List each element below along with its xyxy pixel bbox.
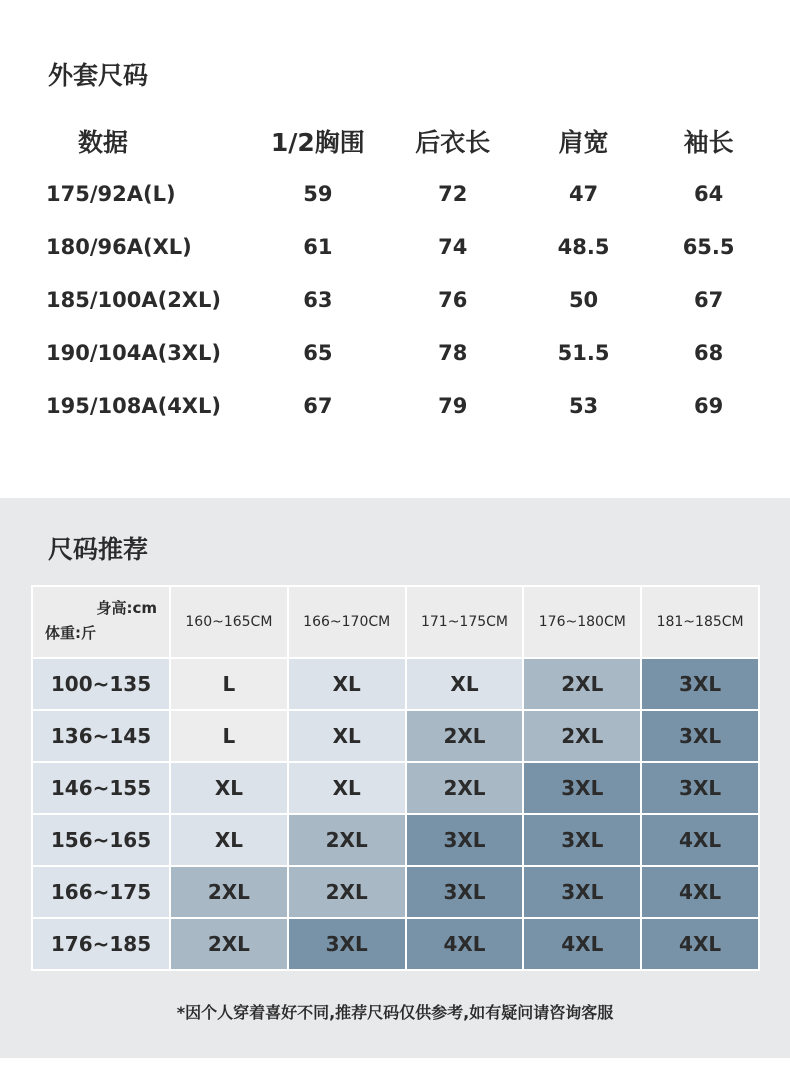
- recommended-size: 3XL: [406, 866, 524, 918]
- header-data: 数据: [78, 128, 129, 157]
- recommend-header-row: [32, 586, 759, 658]
- measurement-value: 63: [303, 287, 333, 312]
- measurement-value: 51.5: [557, 340, 610, 365]
- recommend-row: [32, 866, 759, 918]
- disclaimer-note: *因个人穿着喜好不同,推荐尺码仅供参考,如有疑问请咨询客服: [176, 1003, 614, 1022]
- measurement-value: 69: [693, 393, 724, 418]
- recommended-size: 2XL: [406, 762, 524, 814]
- size-chart-row: [40, 273, 770, 326]
- measurement-value: 76: [438, 287, 468, 312]
- height-header: 166~170CM: [288, 586, 406, 658]
- recommended-size: 4XL: [641, 866, 759, 918]
- measurement-value: 67: [303, 393, 333, 418]
- measurement-value: 72: [438, 181, 468, 206]
- recommended-size: 4XL: [523, 918, 641, 970]
- measurement-value: 74: [438, 234, 468, 259]
- recommended-size: 3XL: [288, 918, 406, 970]
- header-sleeve: 袖长: [683, 128, 734, 157]
- height-header: 176~180CM: [523, 586, 641, 658]
- recommended-size: 3XL: [523, 762, 641, 814]
- measurement-value: 48.5: [557, 234, 610, 259]
- recommended-size: 2XL: [288, 814, 406, 866]
- size-chart-row: [40, 379, 770, 432]
- size-chart-title: 外套尺码: [48, 61, 149, 90]
- recommend-row: [32, 710, 759, 762]
- measurement-value: 61: [303, 234, 333, 259]
- measurement-value: 59: [303, 181, 333, 206]
- measurement-value: 53: [568, 393, 599, 418]
- recommend-row: [32, 658, 759, 710]
- measurement-value: 65: [303, 340, 333, 365]
- recommended-size: XL: [288, 658, 406, 710]
- size-label: 175/92A(L): [46, 181, 176, 206]
- measurement-value: 64: [693, 181, 724, 206]
- recommended-size: 3XL: [641, 658, 759, 710]
- measurement-value: 50: [568, 287, 599, 312]
- weight-range: 156~165: [32, 814, 170, 866]
- size-chart-row: [40, 326, 770, 379]
- recommend-row: [32, 814, 759, 866]
- recommend-row: [32, 918, 759, 970]
- recommended-size: 3XL: [641, 762, 759, 814]
- size-chart-header-row: [40, 115, 770, 167]
- size-chart-table: [40, 115, 770, 432]
- recommended-size: XL: [170, 814, 288, 866]
- recommend-row: [32, 762, 759, 814]
- recommended-size: L: [170, 658, 288, 710]
- recommended-size: 3XL: [406, 814, 524, 866]
- header-chest: 1/2胸围: [270, 128, 365, 157]
- recommended-size: L: [170, 710, 288, 762]
- measurement-value: 68: [693, 340, 724, 365]
- measurement-value: 79: [438, 393, 468, 418]
- weight-range: 136~145: [32, 710, 170, 762]
- recommended-size: XL: [288, 762, 406, 814]
- recommend-title: 尺码推荐: [48, 535, 149, 564]
- recommended-size: 3XL: [523, 814, 641, 866]
- header-back-length: 后衣长: [415, 128, 491, 157]
- measurement-value: 67: [693, 287, 724, 312]
- size-label: 190/104A(3XL): [46, 340, 221, 365]
- recommended-size: XL: [170, 762, 288, 814]
- recommended-size: 2XL: [523, 710, 641, 762]
- recommended-size: 3XL: [641, 710, 759, 762]
- recommended-size: 2XL: [170, 918, 288, 970]
- recommended-size: 2XL: [406, 710, 524, 762]
- measurement-value: 47: [568, 181, 599, 206]
- weight-range: 146~155: [32, 762, 170, 814]
- recommended-size: 2XL: [523, 658, 641, 710]
- size-chart-row: [40, 167, 770, 220]
- recommend-table: [31, 585, 760, 971]
- recommended-size: 2XL: [288, 866, 406, 918]
- weight-range: 166~175: [32, 866, 170, 918]
- size-label: 185/100A(2XL): [46, 287, 221, 312]
- height-header: 160~165CM: [170, 586, 288, 658]
- recommended-size: 4XL: [641, 814, 759, 866]
- height-header: 171~175CM: [406, 586, 524, 658]
- height-header: 181~185CM: [641, 586, 759, 658]
- recommended-size: 2XL: [170, 866, 288, 918]
- weight-range: 176~185: [32, 918, 170, 970]
- size-label: 195/108A(4XL): [46, 393, 221, 418]
- recommended-size: XL: [406, 658, 524, 710]
- recommended-size: XL: [288, 710, 406, 762]
- header-shoulder: 肩宽: [558, 128, 609, 157]
- measurement-value: 78: [438, 340, 468, 365]
- measurement-value: 65.5: [682, 234, 735, 259]
- weight-range: 100~135: [32, 658, 170, 710]
- weight-axis-label: 体重:斤: [45, 624, 96, 642]
- size-label: 180/96A(XL): [46, 234, 192, 259]
- recommended-size: 4XL: [641, 918, 759, 970]
- recommended-size: 3XL: [523, 866, 641, 918]
- corner-cell: [32, 586, 170, 658]
- recommended-size: 4XL: [406, 918, 524, 970]
- size-chart-row: [40, 220, 770, 273]
- height-axis-label: 身高:cm: [96, 599, 157, 617]
